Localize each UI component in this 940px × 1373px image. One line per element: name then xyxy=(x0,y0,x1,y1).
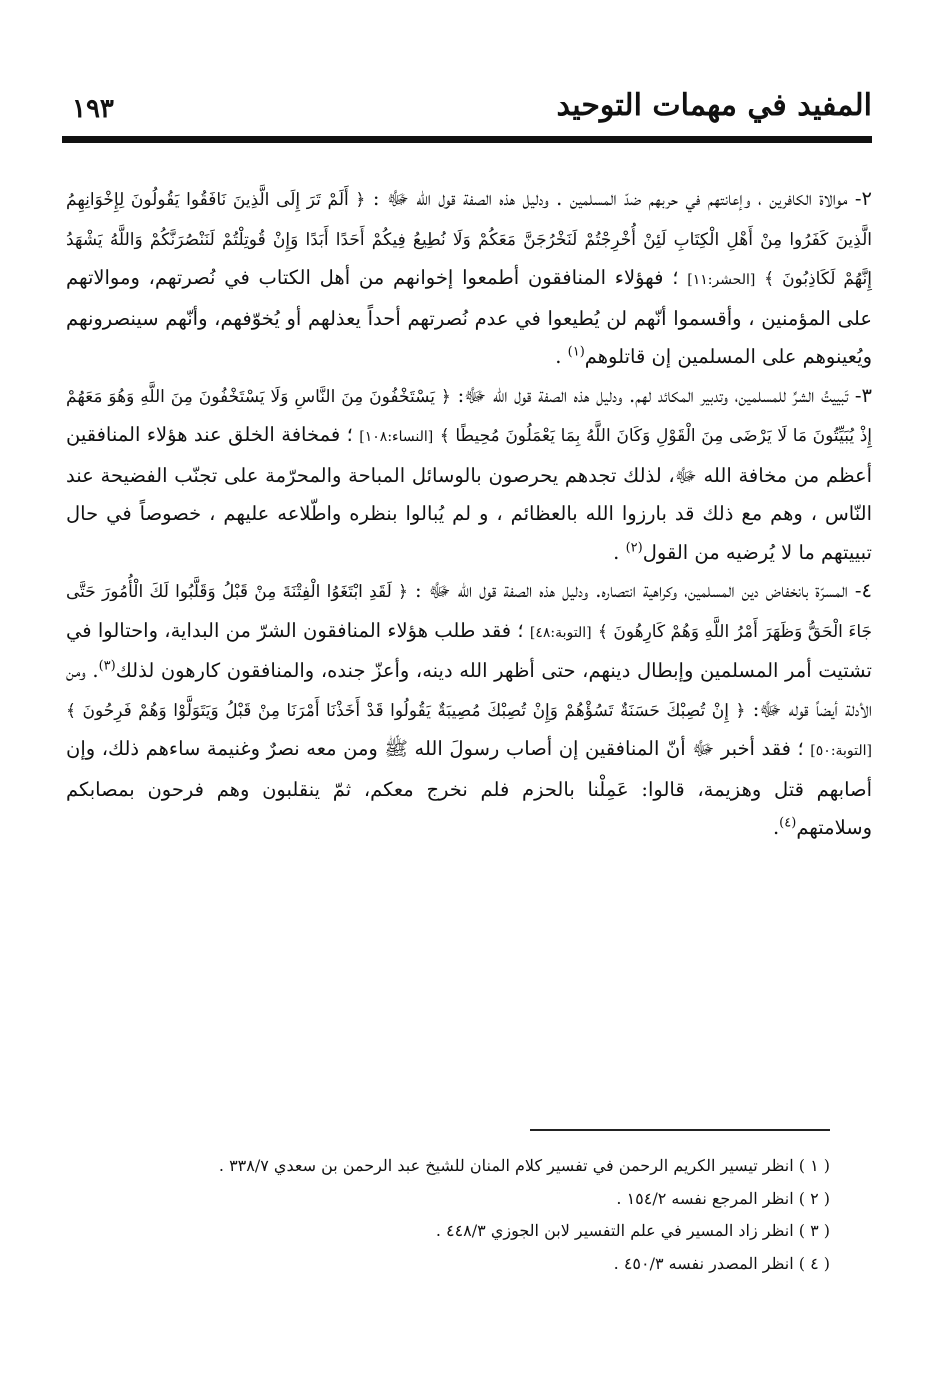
quran-verse-2: ﴿ إِنْ تُصِبْكَ حَسَنَةٌ تَسُؤْهُمْ وَإِنْ تُصِبْكَ مُصِيبَةٌ يَقُولُوا قَدْ أَخَذْنَا أَمْرَنَا مِنْ قَبْلُ وَيَتَوَلَّوْا وَهُمْ فَرِحُونَ ﴾ xyxy=(66,700,746,721)
quran-verse: ﴿ أَلَمْ تَرَ إِلَى الَّذِينَ نَافَقُوا يَقُولُونَ لِإِخْوَانِهِمُ الَّذِينَ كَفَرُوا مِنْ أَهْلِ الْكِتَابِ لَئِنْ أُخْرِجْتُمْ لَنَخْرُجَنَّ مَعَكُمْ وَلَا نُطِيعُ فِيكُمْ أَحَدًا أَبَدًا وَإِنْ قُوتِلْتُمْ لَنَنْصُرَنَّكُمْ وَاللَّهُ يَشْهَدُ إِنَّهُمْ لَكَاذِبُونَ ﴾ xyxy=(66,190,872,289)
paragraph-tail: . xyxy=(613,540,626,564)
page-header xyxy=(62,88,872,130)
footnote-item: ( ٤ ) انظر المصدر نفسه ٤٥٠/٣ . xyxy=(613,1253,830,1273)
quran-verse: ﴿ يَسْتَخْفُونَ مِنَ النَّاسِ وَلَا يَسْتَخْفُونَ مِنَ اللَّهِ وَهُوَ مَعَهُمْ إِذْ يُبَيِّتُونَ مَا لَا يَرْضَى مِنَ الْقَوْلِ وَكَانَ اللَّهُ بِمَا يَعْمَلُونَ مُحِيطًا ﴾ xyxy=(66,386,873,446)
quran-verse: ﴿ لَقَدِ ابْتَغَوُا الْفِتْنَةَ مِنْ قَبْلُ وَقَلَّبُوا لَكَ الْأُمُورَ حَتَّى جَاءَ الْحَقُّ وَظَهَرَ أَمْرُ اللَّهِ وَهُمْ كَارِهُونَ ﴾ xyxy=(66,582,873,642)
paragraph-lead: ٣- تَبييتُ الشرِّ للمسلمين، وتدبير المكائد لهم. ودليل هذه الصفة قول الله ﷻ: xyxy=(457,383,872,407)
footnote-marker[interactable]: (١) xyxy=(567,344,585,360)
main-text xyxy=(66,180,872,848)
verse-reference-2: [التوبة:٥٠] xyxy=(810,743,873,759)
page-number: ١٩٣ xyxy=(72,94,114,124)
verse-reference: [النساء:١٠٨] xyxy=(359,429,434,445)
footnote-marker[interactable]: (٤) xyxy=(779,815,797,831)
verse-reference: [التوبة:٤٨] xyxy=(529,624,592,641)
paragraph-tail: . xyxy=(772,816,780,839)
paragraph-tail: . xyxy=(555,345,568,368)
footnote-item: ( ١ ) انظر تيسير الكريم الرحمن في تفسير كلام المنان للشيخ عبد الرحمن بن سعدي ٣٣٨/٧ . xyxy=(218,1156,830,1175)
paragraph-lead: ٢- موالاة الكافرين ، وإعانتهم في حربهم ضدّ المسلمين . ودليل هذه الصفة قول الله ﷻ : xyxy=(372,187,872,210)
footnote-separator xyxy=(530,1129,830,1131)
paragraph-item-2 xyxy=(66,180,872,377)
paragraph-item-4 xyxy=(66,572,872,848)
paragraph-lead: ٤- المسرّة بانخفاض دين المسلمين، وكراهية انتصاره. ودليل هذه الصفة قول الله ﷻ : xyxy=(415,579,872,602)
footnote-marker[interactable]: (٢) xyxy=(625,540,643,555)
header-rule xyxy=(62,136,872,143)
verse-reference: [الحشر:١١] xyxy=(687,272,756,288)
paragraph-body: ؛ فمخافة الخلق عند هؤلاء المنافقين أعظم من مخافة الله ﷻ، لذلك تجدهم يحرصون بالوسائل المباحة والمحرّمة على تجنّب الفضيحة عند النّاس ، وهم مع ذلك قد بارزوا الله بالعظائم ، و لم يُبالوا بنظره واطّلاعه عليهم ، خصوصاً في حال تبييتهم ما لا يُرضيه من القول xyxy=(66,423,872,564)
paragraph-item-3 xyxy=(66,377,872,573)
paragraph-body: ؛ فقد طلب هؤلاء المنافقون الشرّ من البداية، واحتالوا في تشتيت أمر المسلمين وإبطال دينهم، حتى أظهر الله دينه، وأعزّ جنده، والمنافقون كارهون لذلك xyxy=(66,618,872,682)
paragraph-body-3: ؛ فقد أخبر ﷻ أنّ المنافقين إن أصاب رسولَ الله ﷺ ومن معه نصرٌ وغنيمة ساءهم ذلك، وإن أصابهم قتل وهزيمة، قالوا: عَمِلْنا بالحزم فلم نخرج معكم، ثمّ ينقلبون وهم فرحون بمصابكم وسلامتهم xyxy=(66,737,872,839)
paragraph-body-2: . ومن الأدلة أيضاً قوله ﷻ: xyxy=(66,659,872,721)
footnote-marker[interactable]: (٣) xyxy=(98,658,116,674)
paragraph-body: ؛ فهؤلاء المنافقون أطمعوا إخوانهم من أهل الكتاب في نُصرتهم، وموالاتهم على المؤمنين ، وأقسموا أنّهم لن يُطيعوا في عدم نُصرتهم أحداً يعذلهم أو يُخوّفهم، وأنّهم سينصرونهم ويُعينوهم على المسلمين إن قاتلوهم xyxy=(66,266,872,368)
footnotes xyxy=(140,1150,830,1280)
book-title: المفيد في مهمات التوحيد xyxy=(556,88,872,123)
footnote-item: ( ٣ ) انظر زاد المسير في علم التفسير لابن الجوزي ٤٤٨/٣ . xyxy=(435,1221,830,1240)
footnote-item: ( ٢ ) انظر المرجع نفسه ١٥٤/٢ . xyxy=(616,1188,830,1208)
